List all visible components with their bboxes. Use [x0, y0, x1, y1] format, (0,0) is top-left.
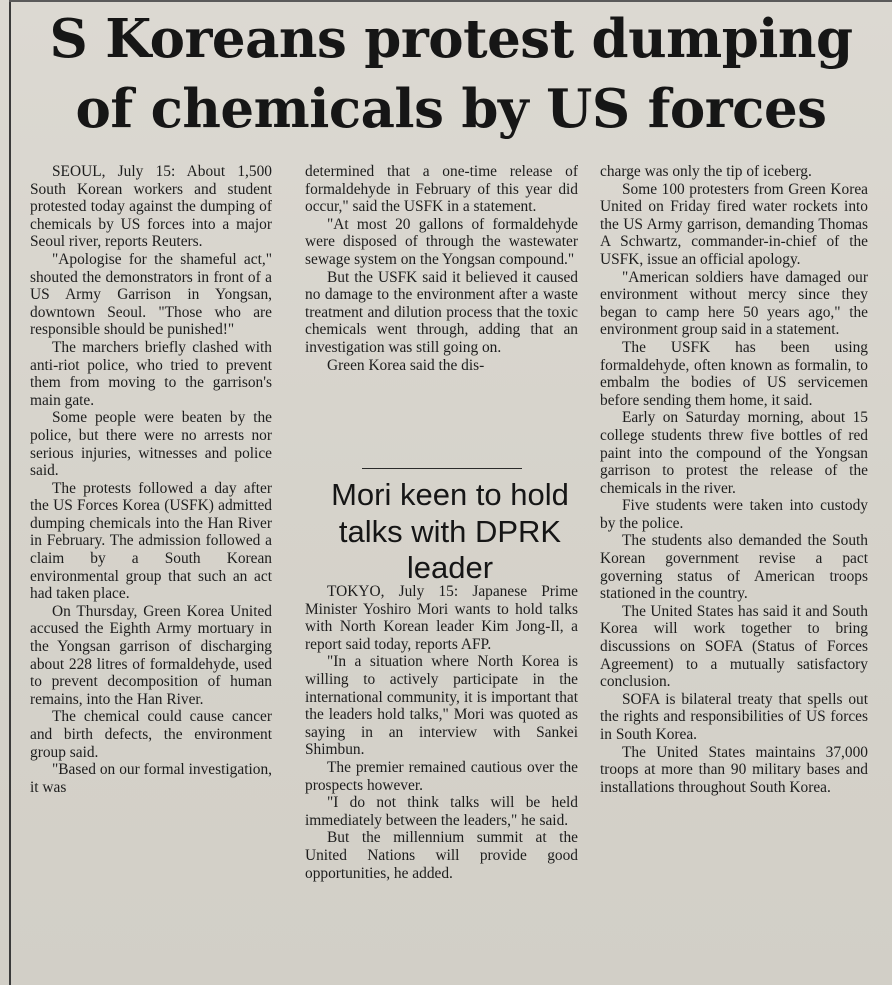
paragraph: Some people were beaten by the police, but there were no arrests nor serious injuries, witnesses and police said. [30, 409, 272, 480]
column-rule [9, 0, 11, 985]
paragraph: determined that a one-time release of formaldehyde in February of this year did occur," said the USFK in a statement. [305, 163, 578, 216]
paragraph: "American soldiers have damaged our environment without mercy since they began to camp here 50 years ago," the environment group said in a statement. [600, 268, 868, 339]
top-rule [9, 0, 892, 2]
paragraph: SEOUL, July 15: About 1,500 South Korean workers and student protested today against the dumping of chemicals by US forces into a major Seoul river, reports Reuters. [30, 163, 272, 251]
paragraph: The premier remained cautious over the prospects however. [305, 758, 578, 794]
paragraph: On Thursday, Green Korea United accused the Eighth Army mortuary in the Yongsan garrison of discharging about 228 litres of formaldehyde, used to prevent decomposition of human remains, into the Han River. [30, 602, 272, 708]
article-column-1 [30, 163, 272, 796]
paragraph: The marchers briefly clashed with anti-riot police, who tried to prevent them from moving to the garrison's main gate. [30, 338, 272, 409]
paragraph: "In a situation where North Korea is willing to actively participate in the international community, it is important that the leaders hold talks," Mori was quoted as saying in an interview with Sankei Shimbun. [305, 653, 578, 759]
paragraph: Green Korea said the dis- [327, 356, 485, 374]
sidebar-headline: Mori keen to hold talks with DPRK leader [331, 477, 569, 585]
article-column-3 [600, 163, 868, 796]
paragraph: Some 100 protesters from Green Korea United on Friday fired water rockets into the US Army garrison, demanding Thomas A Schwartz, commander-in-chief of the USFK, issue an official apology. [600, 180, 868, 268]
paragraph: "I do not think talks will be held immediately between the leaders," he said. [305, 794, 578, 829]
paragraph: TOKYO, July 15: Japanese Prime Minister Yoshiro Mori wants to hold talks with North Korean leader Kim Jong-Il, a report said today, reports AFP. [305, 583, 578, 653]
sidebar-story-body [305, 583, 578, 882]
paragraph: The students also demanded the South Korean government revise a pact governing status of American troops stationed in the country. [600, 532, 868, 603]
paragraph: "Based on our formal investigation, it was [30, 761, 272, 796]
paragraph: The protests followed a day after the US Forces Korea (USFK) admitted dumping chemicals into the Han River in February. The admission followed a claim by a South Korean environmental group that such an act had taken place. [30, 479, 272, 603]
paragraph: "At most 20 gallons of formaldehyde were disposed of through the wastewater sewage system on the Yongsan compound." [305, 215, 578, 268]
paragraph: Five students were taken into custody by the police. [600, 497, 868, 532]
paragraph: The chemical could cause cancer and birth defects, the environment group said. [30, 708, 272, 761]
paragraph: But the USFK said it believed it caused no damage to the environment after a waste treatment and dilution process that the toxic chemicals went through, adding that an investigation was still going on. [305, 268, 578, 356]
paragraph: SOFA is bilateral treaty that spells out the rights and responsibilities of US forces in South Korea. [600, 690, 868, 743]
main-headline: S Koreans protest dumping of chemicals by US forces [49, 8, 853, 140]
story-divider [362, 468, 522, 469]
paragraph: But the millennium summit at the United Nations will provide good opportunities, he added. [305, 829, 578, 882]
paragraph: The United States has said it and South Korea will work together to bring discussions on SOFA (Status of Forces Agreement) to a mutually satisfactory conclusion. [600, 602, 868, 691]
paragraph: The United States maintains 37,000 troops at more than 90 military bases and installations throughout South Korea. [600, 743, 868, 796]
paragraph: "Apologise for the shameful act," shouted the demonstrators in front of a US Army Garrison in Yongsan, downtown Seoul. "Those who are responsible should be punished!" [30, 250, 272, 339]
paragraph: Early on Saturday morning, about 15 college students threw five bottles of red paint into the compound of the Yongsan garrison to protest the release of the chemicals in the river. [600, 409, 868, 497]
article-column-2 [305, 163, 578, 374]
paragraph: The USFK has been using formaldehyde, often known as formalin, to embalm the bodies of US servicemen before sending them home, it said. [600, 338, 868, 409]
paragraph: charge was only the tip of iceberg. [600, 163, 812, 180]
